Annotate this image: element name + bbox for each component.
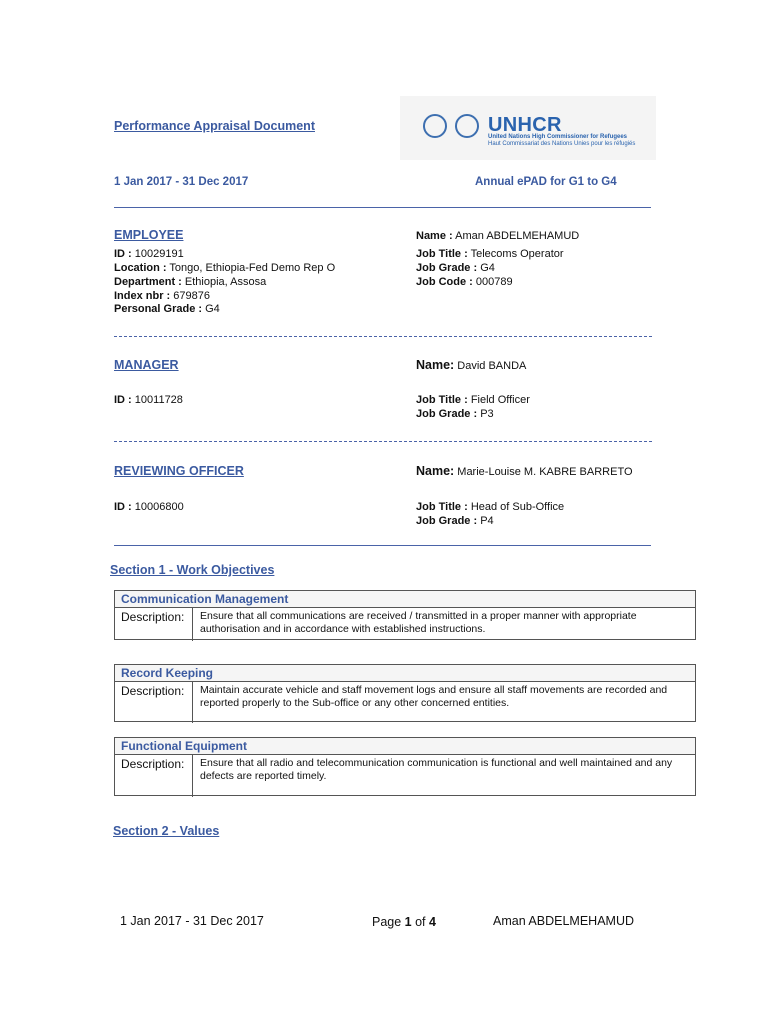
footer-page-total: 4 bbox=[429, 915, 436, 929]
reviewing-officer-job-title-value: Head of Sub-Office bbox=[470, 501, 565, 513]
logo-tagline-fr: Haut Commissariat des Nations Unies pour les réfugiés bbox=[488, 141, 636, 147]
objective-row bbox=[115, 682, 695, 723]
reviewing-officer-id-label: ID : bbox=[114, 501, 132, 513]
footer-page-prefix: Page bbox=[372, 915, 405, 929]
employee-job-grade-label: Job Grade : bbox=[416, 262, 478, 274]
employee-job-title-value: Telecoms Operator bbox=[470, 248, 564, 260]
employee-job-code-label: Job Code : bbox=[416, 276, 473, 288]
footer-period: 1 Jan 2017 - 31 Dec 2017 bbox=[120, 914, 264, 928]
objective-description-label: Description: bbox=[115, 608, 193, 641]
section1-heading: Section 1 - Work Objectives bbox=[110, 563, 275, 577]
logo-tagline-en: United Nations High Commissioner for Refugees bbox=[488, 134, 628, 140]
employee-job-code-value: 000789 bbox=[475, 276, 513, 288]
employee-department bbox=[114, 275, 266, 289]
footer-employee-name: Aman ABDELMEHAMUD bbox=[493, 914, 635, 928]
reviewing-officer-name bbox=[416, 464, 633, 479]
employee-job-grade bbox=[416, 261, 495, 275]
employee-index bbox=[114, 289, 210, 303]
objective-description-label: Description: bbox=[115, 755, 193, 797]
employee-department-label: Department : bbox=[114, 276, 182, 288]
section2-heading: Section 2 - Values bbox=[113, 824, 220, 838]
reviewing-officer-job-grade-label: Job Grade : bbox=[416, 515, 478, 527]
manager-name-value: David BANDA bbox=[457, 360, 527, 372]
manager-id-label: ID : bbox=[114, 394, 132, 406]
employee-personal-grade-label: Personal Grade : bbox=[114, 303, 203, 315]
employee-index-label: Index nbr : bbox=[114, 290, 171, 302]
reviewing-officer-job-grade bbox=[416, 514, 494, 528]
unhcr-logo bbox=[400, 96, 656, 160]
logo-brand: UNHCR bbox=[488, 114, 562, 136]
employee-job-title-label: Job Title : bbox=[416, 248, 468, 260]
reviewing-officer-divider bbox=[114, 545, 651, 546]
objective-description: Ensure that all radio and telecommunication communication is functional and well maintained and any defects are reported timely. bbox=[200, 757, 673, 782]
manager-job-title-value: Field Officer bbox=[470, 394, 530, 406]
manager-name bbox=[416, 358, 526, 373]
objective-title: Communication Management bbox=[115, 591, 695, 608]
reviewing-officer-job-title bbox=[416, 500, 564, 514]
employee-job-code bbox=[416, 275, 513, 289]
epad-type: Annual ePAD for G1 to G4 bbox=[475, 176, 617, 188]
manager-id-value: 10011728 bbox=[134, 394, 183, 406]
footer-page-of: of bbox=[411, 915, 429, 929]
reviewing-officer-job-grade-value: P4 bbox=[480, 515, 494, 527]
manager-name-label: Name: bbox=[416, 358, 455, 372]
manager-job-title-label: Job Title : bbox=[416, 394, 468, 406]
reviewing-officer-id-value: 10006800 bbox=[134, 501, 184, 513]
manager-id bbox=[114, 393, 183, 407]
manager-job-grade-value: P3 bbox=[480, 408, 494, 420]
manager-divider bbox=[114, 441, 652, 442]
objective-description: Ensure that all communications are received / transmitted in a proper manner with appropriate authorisation and in accordance with established instructions. bbox=[200, 610, 637, 635]
footer-page-number bbox=[372, 915, 436, 929]
employee-name bbox=[416, 229, 579, 243]
reviewing-officer-name-value: Marie-Louise M. KABRE BARRETO bbox=[457, 466, 633, 478]
manager-job-grade-label: Job Grade : bbox=[416, 408, 478, 420]
header-divider bbox=[114, 207, 651, 208]
reviewing-officer-heading: REVIEWING OFFICER bbox=[114, 464, 244, 478]
employee-name-label: Name : bbox=[416, 230, 453, 242]
employee-heading: EMPLOYEE bbox=[114, 228, 184, 242]
objective-row bbox=[115, 608, 695, 641]
employee-personal-grade bbox=[114, 302, 220, 316]
objective-description-label: Description: bbox=[115, 682, 193, 723]
employee-location-value: Tongo, Ethiopia-Fed Demo Rep O bbox=[169, 262, 336, 274]
employee-id-label: ID : bbox=[114, 248, 132, 260]
employee-location-label: Location : bbox=[114, 262, 167, 274]
header-period: 1 Jan 2017 - 31 Dec 2017 bbox=[114, 176, 249, 188]
objective-title: Record Keeping bbox=[115, 665, 695, 682]
employee-location bbox=[114, 261, 335, 275]
reviewing-officer-job-title-label: Job Title : bbox=[416, 501, 468, 513]
employee-job-title bbox=[416, 247, 564, 261]
manager-heading: MANAGER bbox=[114, 358, 179, 372]
employee-name-value: Aman ABDELMEHAMUD bbox=[455, 230, 580, 242]
manager-job-title bbox=[416, 393, 530, 407]
employee-id bbox=[114, 247, 184, 261]
objective-box bbox=[114, 737, 696, 796]
objective-box bbox=[114, 664, 696, 722]
objective-row bbox=[115, 755, 695, 797]
objective-box bbox=[114, 590, 696, 640]
employee-personal-grade-value: G4 bbox=[205, 303, 220, 315]
employee-job-grade-value: G4 bbox=[480, 262, 495, 274]
un-emblem-icon bbox=[423, 114, 447, 138]
employee-department-value: Ethiopia, Assosa bbox=[184, 276, 267, 288]
employee-index-value: 679876 bbox=[173, 290, 211, 302]
reviewing-officer-id bbox=[114, 500, 184, 514]
objective-description: Maintain accurate vehicle and staff movement logs and ensure all staff movements are recorded and reported properly to the Sub-office or any other concerned entities. bbox=[200, 684, 668, 709]
employee-id-value: 10029191 bbox=[134, 248, 184, 260]
objective-title: Functional Equipment bbox=[115, 738, 695, 755]
footer-page-current: 1 bbox=[404, 915, 412, 929]
document-title: Performance Appraisal Document bbox=[114, 119, 315, 133]
manager-job-grade bbox=[416, 407, 494, 421]
employee-divider bbox=[114, 336, 652, 337]
unhcr-hands-icon bbox=[455, 114, 479, 138]
reviewing-officer-name-label: Name: bbox=[416, 464, 455, 478]
